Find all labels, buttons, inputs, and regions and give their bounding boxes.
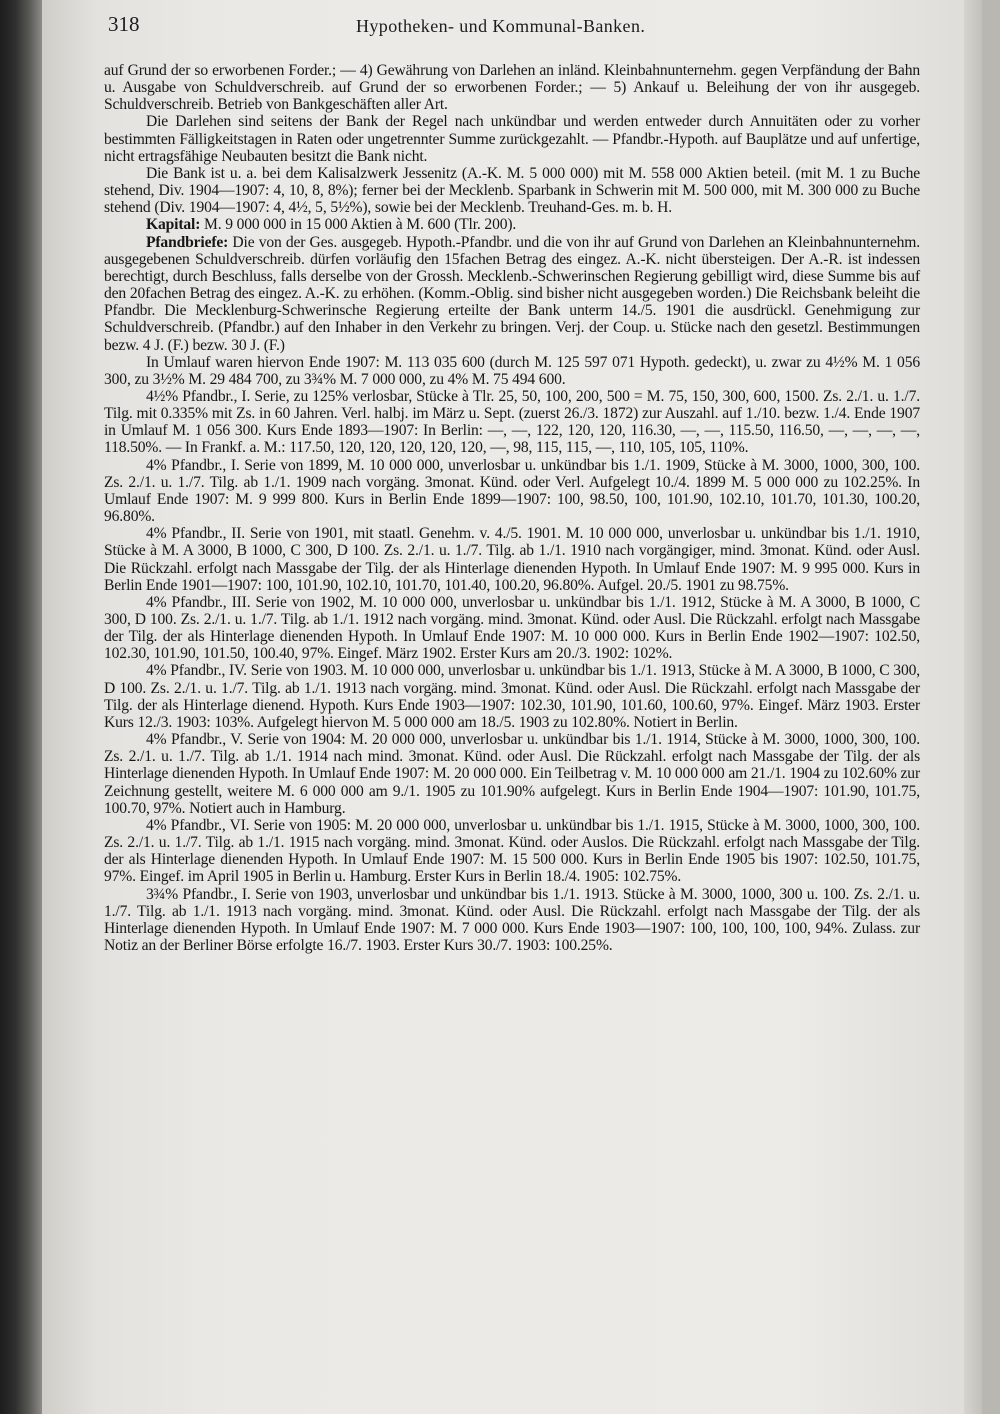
paragraph-text: Die von der Ges. ausgegeb. Hypoth.-Pfandbr. und die von ihr auf Grund von Darlehen an Kleinbahnunternehm. ausgegebenen Schuldverschreib. dürfen vorläufig den 15fachen Betrag des eingez. A.-K. nicht übersteigen. Der A.-R. ist indessen berechtigt, durch Beschluss, falls derselbe von der Grossh. Mecklenb.-Schwerinschen Regierung gebilligt wird, diese Summe bis auf den 20fachen Betrag des eingez. A.-K. zu erhöhen. (Komm.-Oblig. sind bisher nicht ausgegeben worden.) Die Reichsbank beleiht die Pfandbr. Die Mecklenburg-Schwerinsche Regierung erteilte der Bank unterm 14./5. 1901 die ausdrückl. Genehmigung zur Schuldverschreib. (Pfandbr.) auf den Inhaber in den Verkehr zu bringen. Verj. der Coup. u. Stücke nach den gesetzl. Bestimmungen bezw. 4 J. (F.) bezw. 30 J. (F.) — [104, 233, 920, 354]
paragraph — [104, 388, 920, 457]
paragraph — [104, 457, 920, 526]
paragraph — [104, 165, 920, 216]
paragraph-heading: Pfandbriefe: — [146, 233, 229, 251]
paragraph — [104, 234, 920, 354]
paragraph — [104, 662, 920, 731]
paragraph-text: 4% Pfandbr., V. Serie von 1904: M. 20 000 000, unverlosbar u. unkündbar bis 1./1. 1914, Stücke à M. 3000, 1000, 300, 100. Zs. 2./1. u. 1./7. Tilg. ab 1./1. 1914 nach mind. 3monat. Künd. oder Ausl. Die Rückzahl. erfolgt nach Massgabe der Tilg. der als Hinterlage dienenden Hypoth. In Umlauf Ende 1907: M. 20 000 000. Ein Teilbetrag v. M. 10 000 000 am 21./1. 1904 zu 102.60% zur Zeichnung gestellt, weitere M. 6 000 000 am 9./1. 1905 zu 101.90% aufgelegt. Kurs in Berlin Ende 1904—1907: 101.90, 101.75, 100.70, 97%. Notiert auch in Hamburg. — [104, 731, 920, 817]
paragraph-text: 4% Pfandbr., IV. Serie von 1903. M. 10 000 000, unverlosbar u. unkündbar bis 1./1. 1913, Stücke à M. A 3000, B 1000, C 300, D 100. Zs. 2./1. u. 1./7. Tilg. ab 1./1. 1913 nach vorgäng. mind. 3monat. Künd. oder Ausl. Die Rückzahl. erfolgt nach Massgabe der Tilg. der als Hinterlage dienend. Hypoth. Kurs Ende 1903—1907: 102.30, 101.90, 101.60, 100.60, 97%. Eingef. März 1903. Erster Kurs 12./3. 1903: 103%. Aufgelegt hiervon M. 5 000 000 am 18./5. 1903 zu 102.80%. Notiert in Berlin. — [104, 662, 920, 731]
paragraph-text: 4% Pfandbr., II. Serie von 1901, mit staatl. Genehm. v. 4./5. 1901. M. 10 000 000, unverlosbar u. unkündbar bis 1./1. 1910, Stücke à M. A 3000, B 1000, C 300, D 100. Zs. 2./1. u. 1./7. Tilg. ab 1./1. 1910 nach vorgängiger, mind. 3monat. Künd. oder Ausl. Die Rückzahl. erfolgt nach Massgabe der Tilg. der als Hinterlage dienenden Hypoth. In Umlauf Ende 1907: M. 9 995 000. Kurs in Berlin Ende 1901—1907: 100, 101.90, 102.10, 101.70, 101.40, 100.20, 96.80%. Aufgel. 20./5. 1901 zu 98.75%. — [104, 525, 920, 594]
page-edge — [964, 0, 982, 1414]
paragraph-text: M. 9 000 000 in 15 000 Aktien à M. 600 (Tlr. 200). — [200, 216, 517, 234]
paragraph-text: auf Grund der so erworbenen Forder.; — 4) Gewährung von Darlehen an inländ. Kleinbahnunternehm. gegen Verpfändung der Bahn u. Ausgabe von Schuldverschreib. auf Grund der so erworbenen Forder.; — 5) Ankauf u. Beleihung der von ihr ausgegeb. Schuldverschreib. Betrieb von Bankgeschäften aller Art. — [104, 62, 920, 114]
paragraph — [104, 62, 920, 113]
paragraph-text: Die Bank ist u. a. bei dem Kalisalzwerk Jessenitz (A.-K. M. 5 000 000) mit M. 558 000 Aktien beteil. (mit M. 1 zu Buche stehend, Div. 1904—1907: 4, 10, 8, 8%); ferner bei der Mecklenb. Sparbank in Schwerin mit M. 500 000, mit M. 300 000 zu Buche stehend (Div. 1904—1907: 4, 4½, 5, 5½%), sowie bei der Mecklenb. Treuhand-Ges. m. b. H. — [104, 164, 920, 217]
paragraph-text: 4% Pfandbr., I. Serie von 1899, M. 10 000 000, unverlosbar u. unkündbar bis 1./1. 1909, Stücke à M. 3000, 1000, 300, 100. Zs. 2./1. u. 1./7. Tilg. ab 1./1. 1909 nach vorgäng. 3monat. Künd. oder Verl. Aufgelegt 10./4. 1899 M. 5 000 000 zu 102.25%. In Umlauf Ende 1907: M. 9 999 800. Kurs in Berlin Ende 1899—1907: 100, 98.50, 100, 101.90, 102.10, 101.70, 101.30, 100.20, 96.80%. — [104, 456, 920, 526]
document-body — [104, 62, 920, 954]
paragraph-text: 4% Pfandbr., VI. Serie von 1905: M. 20 000 000, unverlosbar u. unkündbar bis 1./1. 1915, Stücke à M. 3000, 1000, 300, 100. Zs. 2./1. u. 1./7. Tilg. ab 1./1. 1915 nach vorgäng. mind. 3monat. Künd. oder Auslos. Die Rückzahl. erfolgt nach Massgabe der Tilg. der als Hinterlage dienenden Hypoth. In Umlauf Ende 1907: M. 15 500 000. Kurs in Berlin Ende 1905 bis 1907: 102.50, 101.75, 97%. Eingef. im April 1905 in Berlin u. Hamburg. Erster Kurs in Berlin 18./4. 1905: 102.75%. — [104, 816, 920, 886]
paragraph-text: In Umlauf waren hiervon Ende 1907: M. 113 035 600 (durch M. 125 597 071 Hypoth. gedeckt), u. zwar zu 4½% M. 1 056 300, zu 3½% M. 29 484 700, zu 3¾% M. 7 000 000, zu 4% M. 75 494 600. — [104, 353, 920, 388]
paragraph — [104, 216, 920, 233]
paragraph — [104, 594, 920, 663]
paragraph-heading: Kapital: — [146, 216, 201, 234]
paragraph — [104, 354, 920, 388]
paragraph — [104, 886, 920, 955]
paragraph-text: 4% Pfandbr., III. Serie von 1902, M. 10 000 000, unverlosbar u. unkündbar bis 1./1. 1912, Stücke à M. A 3000, B 1000, C 300, D 100. Zs. 2./1. u. 1./7. Tilg. ab 1./1. 1912 nach vorgäng. mind. 3monat. Künd. oder Ausl. Die Rückzahl. erfolgt nach Massgabe der Tilg. der als Hinterlage dienenden Hypoth. In Umlauf Ende 1907: M. 10 000 000. Kurs in Berlin Ende 1902—1907: 102.50, 102.30, 101.90, 101.50, 100.40, 97%. Eingef. März 1902. Erster Kurs am 20./3. 1902: 102%. — [104, 593, 920, 663]
paragraph — [104, 113, 920, 164]
page-number: 318 — [108, 12, 140, 36]
paragraph — [104, 731, 920, 817]
paragraph — [104, 817, 920, 886]
book-spine-shadow — [0, 0, 42, 1414]
paragraph-text: 3¾% Pfandbr., I. Serie von 1903, unverlosbar und unkündbar bis 1./1. 1913. Stücke à M. 3000, 1000, 300 u. 100. Zs. 2./1. u. 1./7. Tilg. ab 1./1. 1913 nach vorgäng. mind. 3monat. Künd. oder Ausl. Die Rückzahl. erfolgt nach Massgabe der Tilg. der als Hinterlage dienenden Hypoth. In Umlauf Ende 1907: M. 7 000 000. Kurs Ende 1903—1907: 100, 100, 100, 100, 94%. Zulass. zur Notiz an der Berliner Börse erfolgte 16./7. 1903. Erster Kurs 30./7. 1903: 100.25%. — [104, 885, 920, 954]
paragraph-text: Die Darlehen sind seitens der Bank der Regel nach unkündbar und werden entweder durch Annuitäten oder zu vorher bestimmten Fälligkeitstagen in Raten oder ungetrennter Summe zurückgezahlt. — Pfandbr.-Hypoth. auf Bauplätze und auf unfertige, nicht ertragsfähige Neubauten besitzt die Bank nicht. — [104, 113, 920, 165]
running-title: Hypotheken- und Kommunal-Banken. — [356, 16, 646, 36]
paragraph-text: 4½% Pfandbr., I. Serie, zu 125% verlosbar, Stücke à Tlr. 25, 50, 100, 200, 500 = M. 75, 150, 300, 600, 1500. Zs. 2./1. u. 1./7. Tilg. mit 0.335% mit Zs. in 60 Jahren. Verl. halbj. im März u. Sept. (zuerst 26./3. 1872) zur Auszahl. auf 1./10. bezw. 1./4. Ende 1907 in Umlauf M. 1 056 300. Kurs Ende 1893—1907: In Berlin: —, —, 122, 120, 120, 116.30, —, —, 115.50, 116.50, —, —, —, —, 118.50%. — In Frankf. a. M.: 117.50, 120, 120, 120, 120, 120, —, 98, 115, 115, —, 110, 105, 105, 110%. — [104, 387, 920, 457]
paragraph — [104, 525, 920, 594]
page-header — [108, 12, 918, 42]
